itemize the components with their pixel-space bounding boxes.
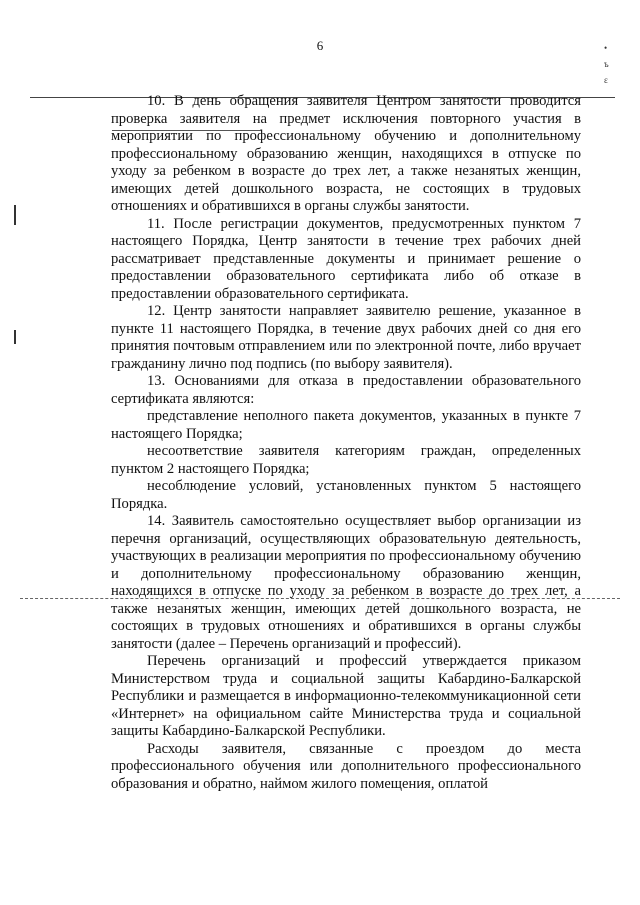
scan-marks (604, 40, 618, 100)
paragraph: 14. Заявитель самостоятельно осуществляет выбор организации из перечня организаций, осуществляющих образовательную деятельность, участвующих в реализации мероприятия по профессиональному обучению и дополнительному профессиональному образованию женщин, находящихся в отпуске по уходу за ребенком в возрасте до трех лет, а также незанятых женщин, имеющих детей дошкольного возраста, не состоящих в трудовых отношениях и обратившихся в органы службы занятости (далее – Перечень организаций и профессий). (111, 513, 581, 652)
paragraph: 13. Основаниями для отказа в предоставлении образовательного сертификата являются: (111, 373, 581, 407)
scan-mark: ɛ (604, 75, 608, 85)
paragraph: представление неполного пакета документов, указанных в пункте 7 настоящего Порядка; (111, 408, 581, 442)
scan-mark: ъ (604, 59, 609, 69)
scan-mark: • (604, 43, 608, 53)
scan-line (14, 330, 16, 344)
scan-line (14, 205, 16, 225)
paragraph: Перечень организаций и профессий утверждается приказом Министерством труда и социальной защиты Кабардино-Балкарской Республики и размещается в информационно-телекоммуникационной сети «Интернет» на официальном сайте Министерства труда и социальной защиты Кабардино-Балкарской Республики. (111, 653, 581, 739)
document-body (111, 93, 581, 793)
paragraph: несоблюдение условий, установленных пунктом 5 настоящего Порядка. (111, 478, 581, 512)
paragraph: 12. Центр занятости направляет заявителю решение, указанное в пункте 11 настоящего Порядка, в течение двух рабочих дней со дня его принятия почтовым отправлением или по электронной почте, либо вручает гражданину лично под подпись (по выбору заявителя). (111, 303, 581, 372)
paragraph: 10. В день обращения заявителя Центром занятости проводится проверка заявителя на предмет исключения повторного участия в мероприятии по профессиональному обучению и дополнительному профессиональному образованию женщин, находящихся в отпуске по уходу за ребенком в возрасте до трех лет, а также незанятых женщин, имеющих детей дошкольного возраста, не состоящих в трудовых отношениях и обратившихся в органы службы занятости. (111, 93, 581, 214)
paragraph: Расходы заявителя, связанные с проездом до места профессионального обучения или дополнительного профессионального образования и обратно, наймом жилого помещения, оплатой (111, 740, 581, 792)
paragraph: 11. После регистрации документов, предусмотренных пунктом 7 настоящего Порядка, Центр занятости в течение трех рабочих дней рассматривает представленные документы и принимает решение о предоставлении образовательного сертификата либо об отказе в предоставлении образовательного сертификата. (111, 215, 581, 302)
page-number: 6 (316, 38, 324, 53)
paragraph: несоответствие заявителя категориям граждан, определенных пунктом 2 настоящего Порядка; (111, 443, 581, 477)
